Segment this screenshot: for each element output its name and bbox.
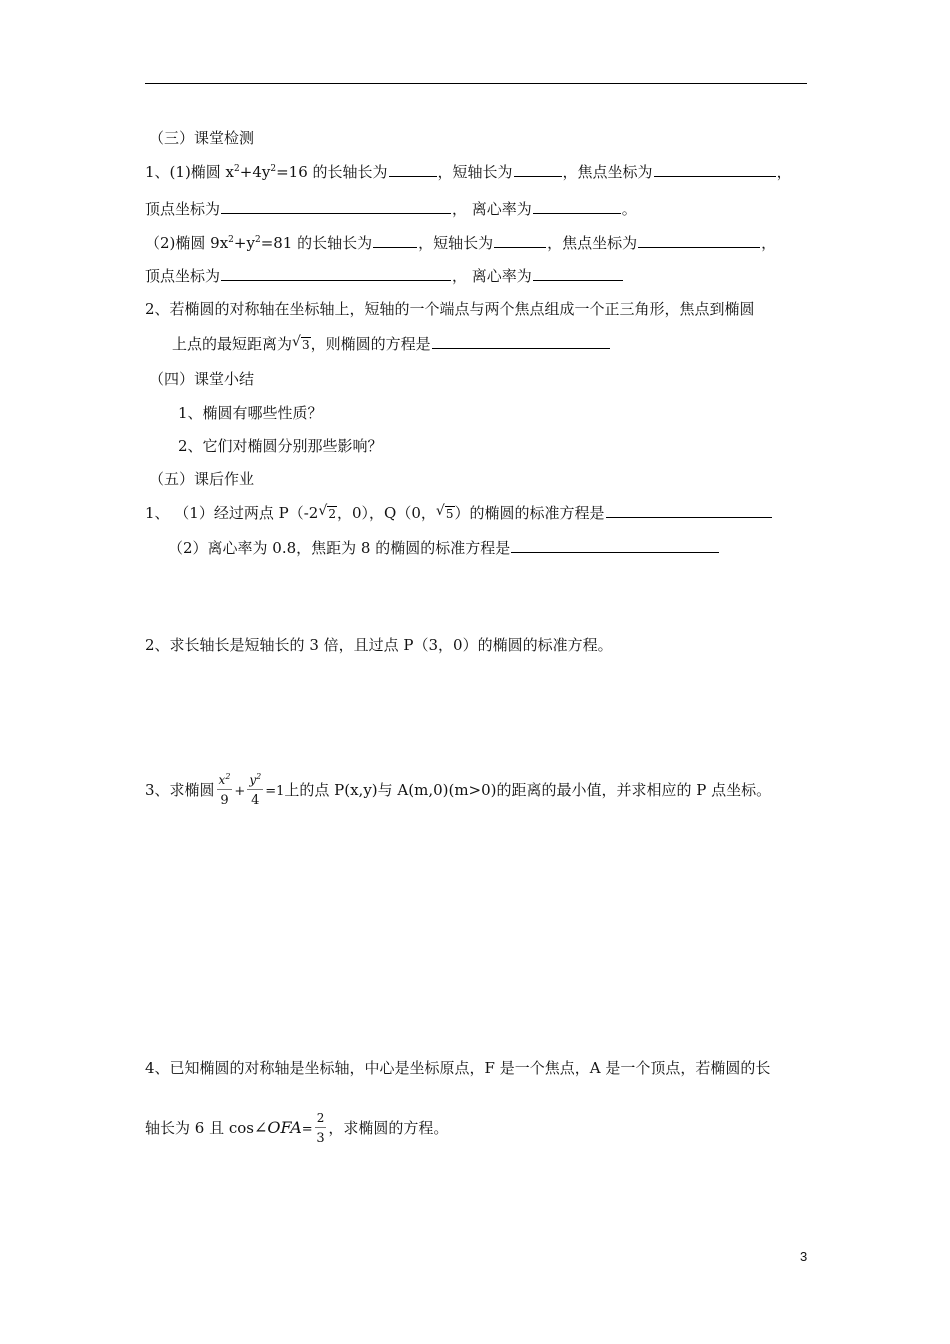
section-3-heading: （三）课堂检测 [149,129,255,147]
homework-1-part-1: 1、 （1）经过两点 P（-2 √ 2，0），Q（0， √ 5）的椭圆的标准方程是 [145,502,773,524]
question-1-part-1-cont: 顶点坐标为 ， 离心率为 。 [145,200,637,218]
section-4-heading: （四）课堂小结 [149,370,255,388]
summary-item-2: 2、它们对椭圆分别那些影响？ [178,437,383,455]
homework-2: 2、求长轴长是短轴长的 3 倍，且过点 P（3，0）的椭圆的标准方程。 [145,636,613,654]
answer-blank [654,161,776,177]
question-2-line-2: 上点的最短距离为 √ 3，则椭圆的方程是 [172,333,611,355]
answer-blank [606,502,772,518]
answer-blank [373,232,417,248]
question-1-part-1: 1、(1)椭圆 $x^2+4y^2=16$ 的长轴长为 ，短轴长为 ，焦点坐标为 ， [145,163,792,181]
homework-3: 3、求椭圆 $\frac{x^2}{9}$ + $\frac{y^2}{4}$ =1上的点 P(x,y)与 A(m,0)(m>0)的距离的最小值，并求相应的 P 点坐标。 [145,770,771,812]
sqrt-5: √ 5 [435,503,454,521]
answer-blank [533,198,621,214]
sqrt-3: √ 3 [292,334,310,352]
section-5-heading: （五）课后作业 [149,470,255,488]
answer-blank [389,161,437,177]
page-number: 3 [800,1249,808,1264]
answer-blank [533,265,623,281]
homework-1-part-2: （2）离心率为 0.8，焦距为 8 的椭圆的标准方程是 [168,537,720,558]
homework-4-line-1: 4、已知椭圆的对称轴是坐标轴，中心是坐标原点，F 是一个焦点，A 是一个顶点，若椭圆的长 [145,1059,771,1077]
question-1-part-2-cont: 顶点坐标为 ， 离心率为 [145,265,624,286]
homework-4-line-2: 轴长为 6 且 cos∠OFA= $\frac{2}{3}$ ，求椭圆的方程。 [145,1108,448,1150]
answer-blank [221,198,451,214]
answer-blank [511,537,719,553]
answer-blank [638,232,760,248]
question-2-line-1: 2、若椭圆的对称轴在坐标轴上，短轴的一个端点与两个焦点组成一个正三角形，焦点到椭圆 [145,300,755,318]
fraction-2-over-3: $\frac{2}{3}$ [316,1110,325,1146]
sqrt-2: √ 2 [318,503,336,521]
fraction-y2-over-4: $\frac{y^2}{4}$ [249,771,262,808]
answer-blank [494,232,546,248]
answer-blank [432,333,610,349]
question-1-part-2: （2)椭圆 $9x^2+y^2=81$ 的长轴长为 ，短轴长为 ，焦点坐标为 ， [145,234,777,252]
summary-item-1: 1、椭圆有哪些性质？ [178,404,323,422]
answer-blank [221,265,451,281]
header-rule [145,83,807,84]
answer-blank [514,161,562,177]
fraction-x2-over-9: $\frac{x^2}{9}$ [218,771,231,808]
